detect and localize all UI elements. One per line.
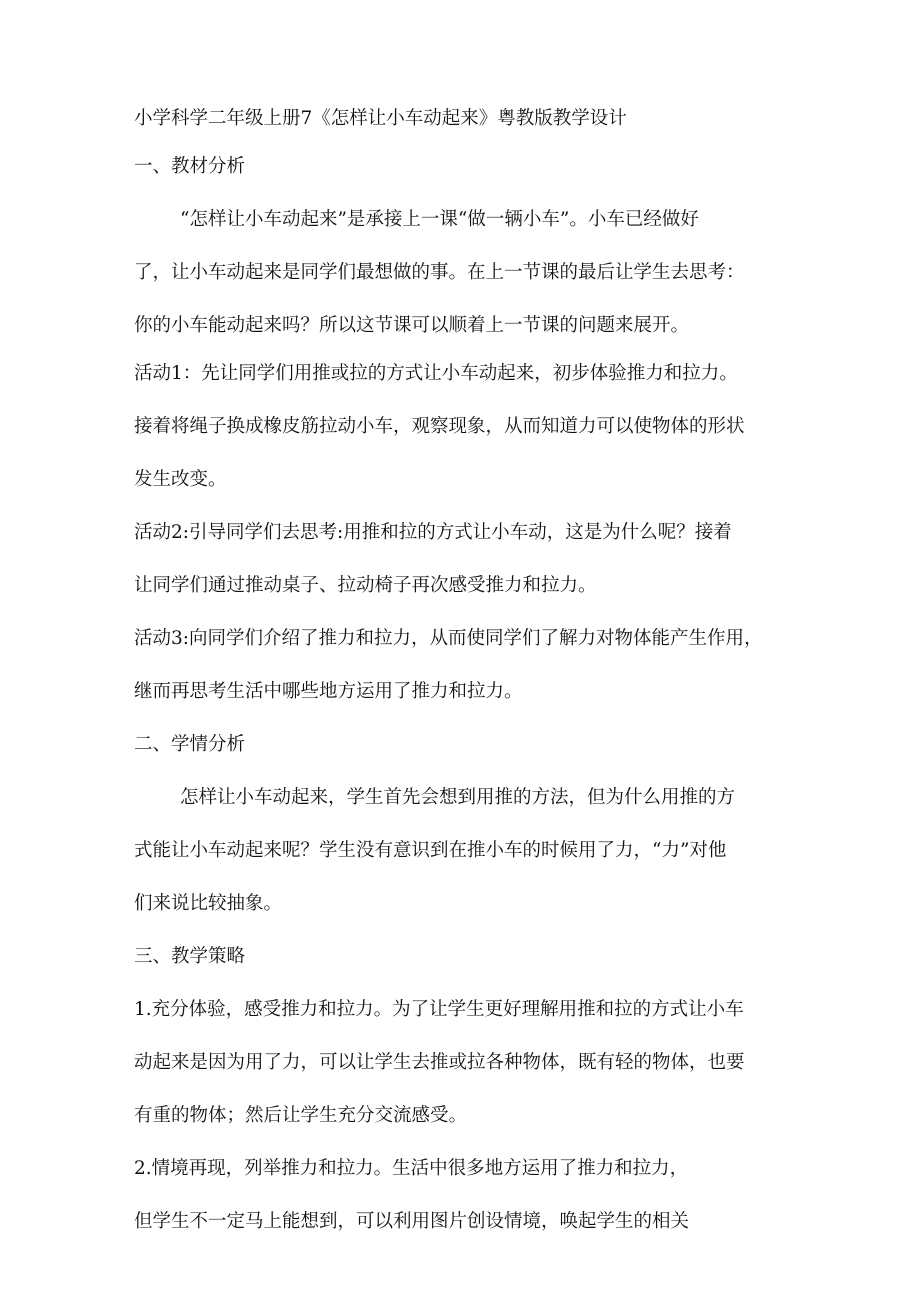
paragraph-line: 动起来是因为用了力，可以让学生去推或拉各种物体，既有轻的物体，也要: [134, 1052, 745, 1073]
section-heading-textbook-analysis: 一、教材分析: [134, 156, 246, 177]
paragraph-line: “怎样让小车动起来”是承接上一课“做一辆小车”。小车已经做好: [180, 209, 699, 230]
paragraph-line: 式能让小车动起来呢？学生没有意识到在推小车的时候用了力，“力”对他: [134, 840, 727, 861]
activity-3-line: 活动3:向同学们介绍了推力和拉力，从而使同学们了解力对物体能产生作用，: [134, 628, 763, 649]
activity-1-line: 活动1：先让同学们用推或拉的方式让小车动起来，初步体验推力和拉力。: [134, 363, 738, 384]
paragraph-line: 发生改变。: [134, 469, 227, 490]
strategy-1-line: 1.充分体验，感受推力和拉力。为了让学生更好理解用推和拉的方式让小车: [134, 999, 744, 1020]
paragraph-line: 继而再思考生活中哪些地方运用了推力和拉力。: [134, 681, 523, 702]
document-title: 小学科学二年级上册7《怎样让小车动起来》粤教版教学设计: [134, 108, 627, 129]
section-heading-teaching-strategy: 三、教学策略: [134, 946, 246, 967]
paragraph-line: 但学生不一定马上能想到，可以利用图片创设情境，唤起学生的相关: [134, 1211, 690, 1232]
document-page: [134, 106, 794, 1235]
paragraph-line: 怎样让小车动起来，学生首先会想到用推的方法，但为什么用推的方: [180, 787, 736, 808]
paragraph-line: 让同学们通过推动桌子、拉动椅子再次感受推力和拉力。: [134, 575, 597, 596]
paragraph-line: 你的小车能动起来吗？所以这节课可以顺着上一节课的问题来展开。: [134, 315, 690, 336]
activity-2-line: 活动2:引导同学们去思考:用推和拉的方式让小车动，这是为什么呢？接着: [134, 522, 732, 543]
paragraph-line: 接着将绳子换成橡皮筋拉动小车，观察现象，从而知道力可以使物体的形状: [134, 416, 745, 437]
paragraph-line: 有重的物体；然后让学生充分交流感受。: [134, 1105, 468, 1126]
strategy-2-line: 2.情境再现，列举推力和拉力。生活中很多地方运用了推力和拉力，: [134, 1158, 689, 1179]
paragraph-line: 们来说比较抽象。: [134, 893, 283, 914]
paragraph-line: 了，让小车动起来是同学们最想做的事。在上一节课的最后让学生去思考：: [134, 262, 745, 283]
section-heading-learning-analysis: 二、学情分析: [134, 734, 246, 755]
